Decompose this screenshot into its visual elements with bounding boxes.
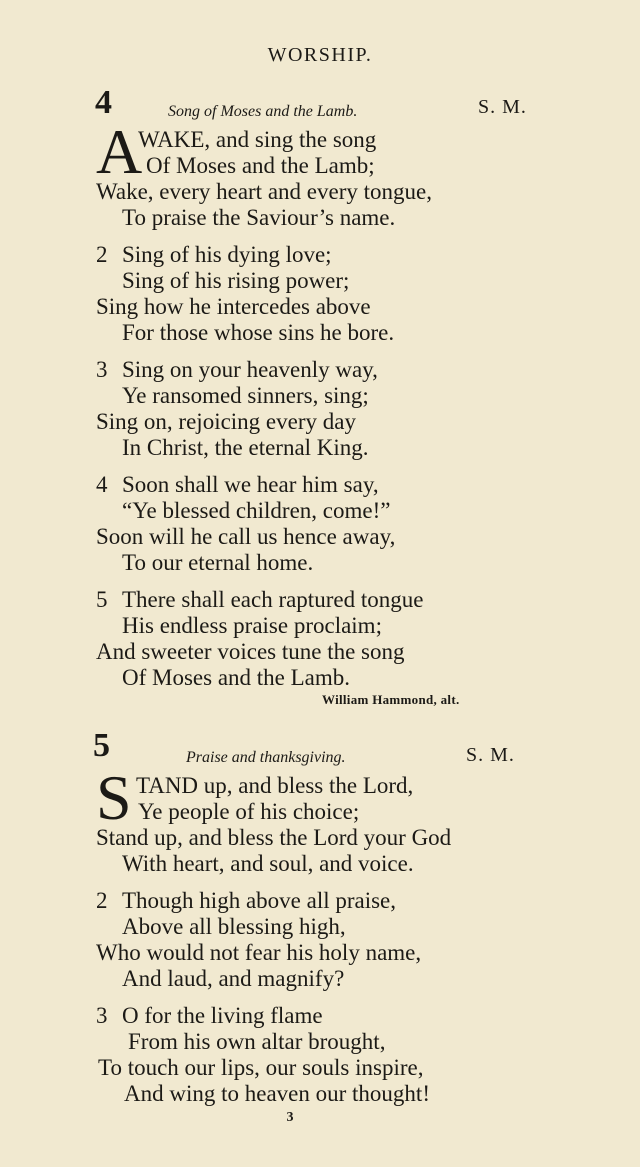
verse-number: 2 [96, 242, 108, 267]
verse-first-line [96, 888, 396, 914]
running-head: WORSHIP. [267, 44, 373, 66]
hymn-number: 4 [95, 84, 112, 121]
verse-number: 3 [96, 1003, 108, 1028]
hymn-line: And wing to heaven our thought! [124, 1081, 430, 1106]
hymn-title: Praise and thanksgiving. [186, 749, 346, 766]
verse-first-line [96, 587, 423, 613]
hymn-line: Sing of his rising power; [122, 268, 350, 293]
verse-number: 2 [96, 888, 108, 913]
hymn-line: To praise the Saviour’s name. [122, 205, 396, 230]
hymn-line: And sweeter voices tune the song [96, 639, 405, 664]
verse-number: 4 [96, 472, 108, 497]
hymn-line: “Ye blessed children, come!” [122, 498, 391, 523]
hymn-line: To touch our lips, our souls inspire, [98, 1055, 424, 1080]
hymn-line: O for the living flame [122, 1003, 323, 1028]
page-number: 3 [286, 1110, 294, 1125]
drop-cap: S [96, 762, 132, 833]
hymn-line: TAND up, and bless the Lord, [136, 773, 414, 798]
hymn-line: Soon shall we hear him say, [122, 472, 379, 497]
hymn-line: In Christ, the eternal King. [122, 435, 369, 460]
verse-number: 5 [96, 587, 108, 612]
hymn-meter: S. M. [478, 96, 527, 118]
hymn-line: Wake, every heart and every tongue, [96, 179, 432, 204]
drop-cap: A [96, 116, 143, 187]
hymn-line: Ye people of his choice; [138, 799, 360, 824]
hymn-line: Of Moses and the Lamb. [122, 665, 351, 690]
hymn-line: Who would not fear his holy name, [96, 940, 422, 965]
verse-number: 3 [96, 357, 108, 382]
hymn-line: For those whose sins he bore. [122, 320, 395, 345]
hymn-line: Above all blessing high, [122, 914, 346, 939]
hymn-line: There shall each raptured tongue [122, 587, 424, 612]
hymn-line: Though high above all praise, [122, 888, 397, 913]
verse-first-line [96, 357, 378, 383]
hymn-meter: S. M. [466, 744, 515, 766]
attribution: William Hammond, alt. [322, 692, 460, 707]
hymn-line: Sing of his dying love; [122, 242, 332, 267]
verse-first-line [96, 472, 379, 498]
hymn-line: To our eternal home. [122, 550, 314, 575]
hymn-line: Sing how he intercedes above [96, 294, 371, 319]
hymn-line: His endless praise proclaim; [122, 613, 382, 638]
hymn-number: 5 [93, 727, 110, 764]
hymn-line: WAKE, and sing the song [138, 127, 377, 152]
hymn-line: Sing on your heavenly way, [122, 357, 378, 382]
verse-first-line [96, 242, 332, 268]
hymn-line: Ye ransomed sinners, sing; [122, 383, 369, 408]
hymn-line: Soon will he call us hence away, [96, 524, 396, 549]
hymn-title: Song of Moses and the Lamb. [168, 103, 358, 120]
verse-first-line [96, 1003, 323, 1029]
hymn-line: Stand up, and bless the Lord your God [96, 825, 452, 850]
hymn-line: With heart, and soul, and voice. [122, 851, 414, 876]
hymn-line: Sing on, rejoicing every day [96, 409, 356, 434]
hymn-line: From his own altar brought, [128, 1029, 386, 1054]
hymn-line: Of Moses and the Lamb; [146, 153, 375, 178]
hymn-line: And laud, and magnify? [122, 966, 345, 991]
